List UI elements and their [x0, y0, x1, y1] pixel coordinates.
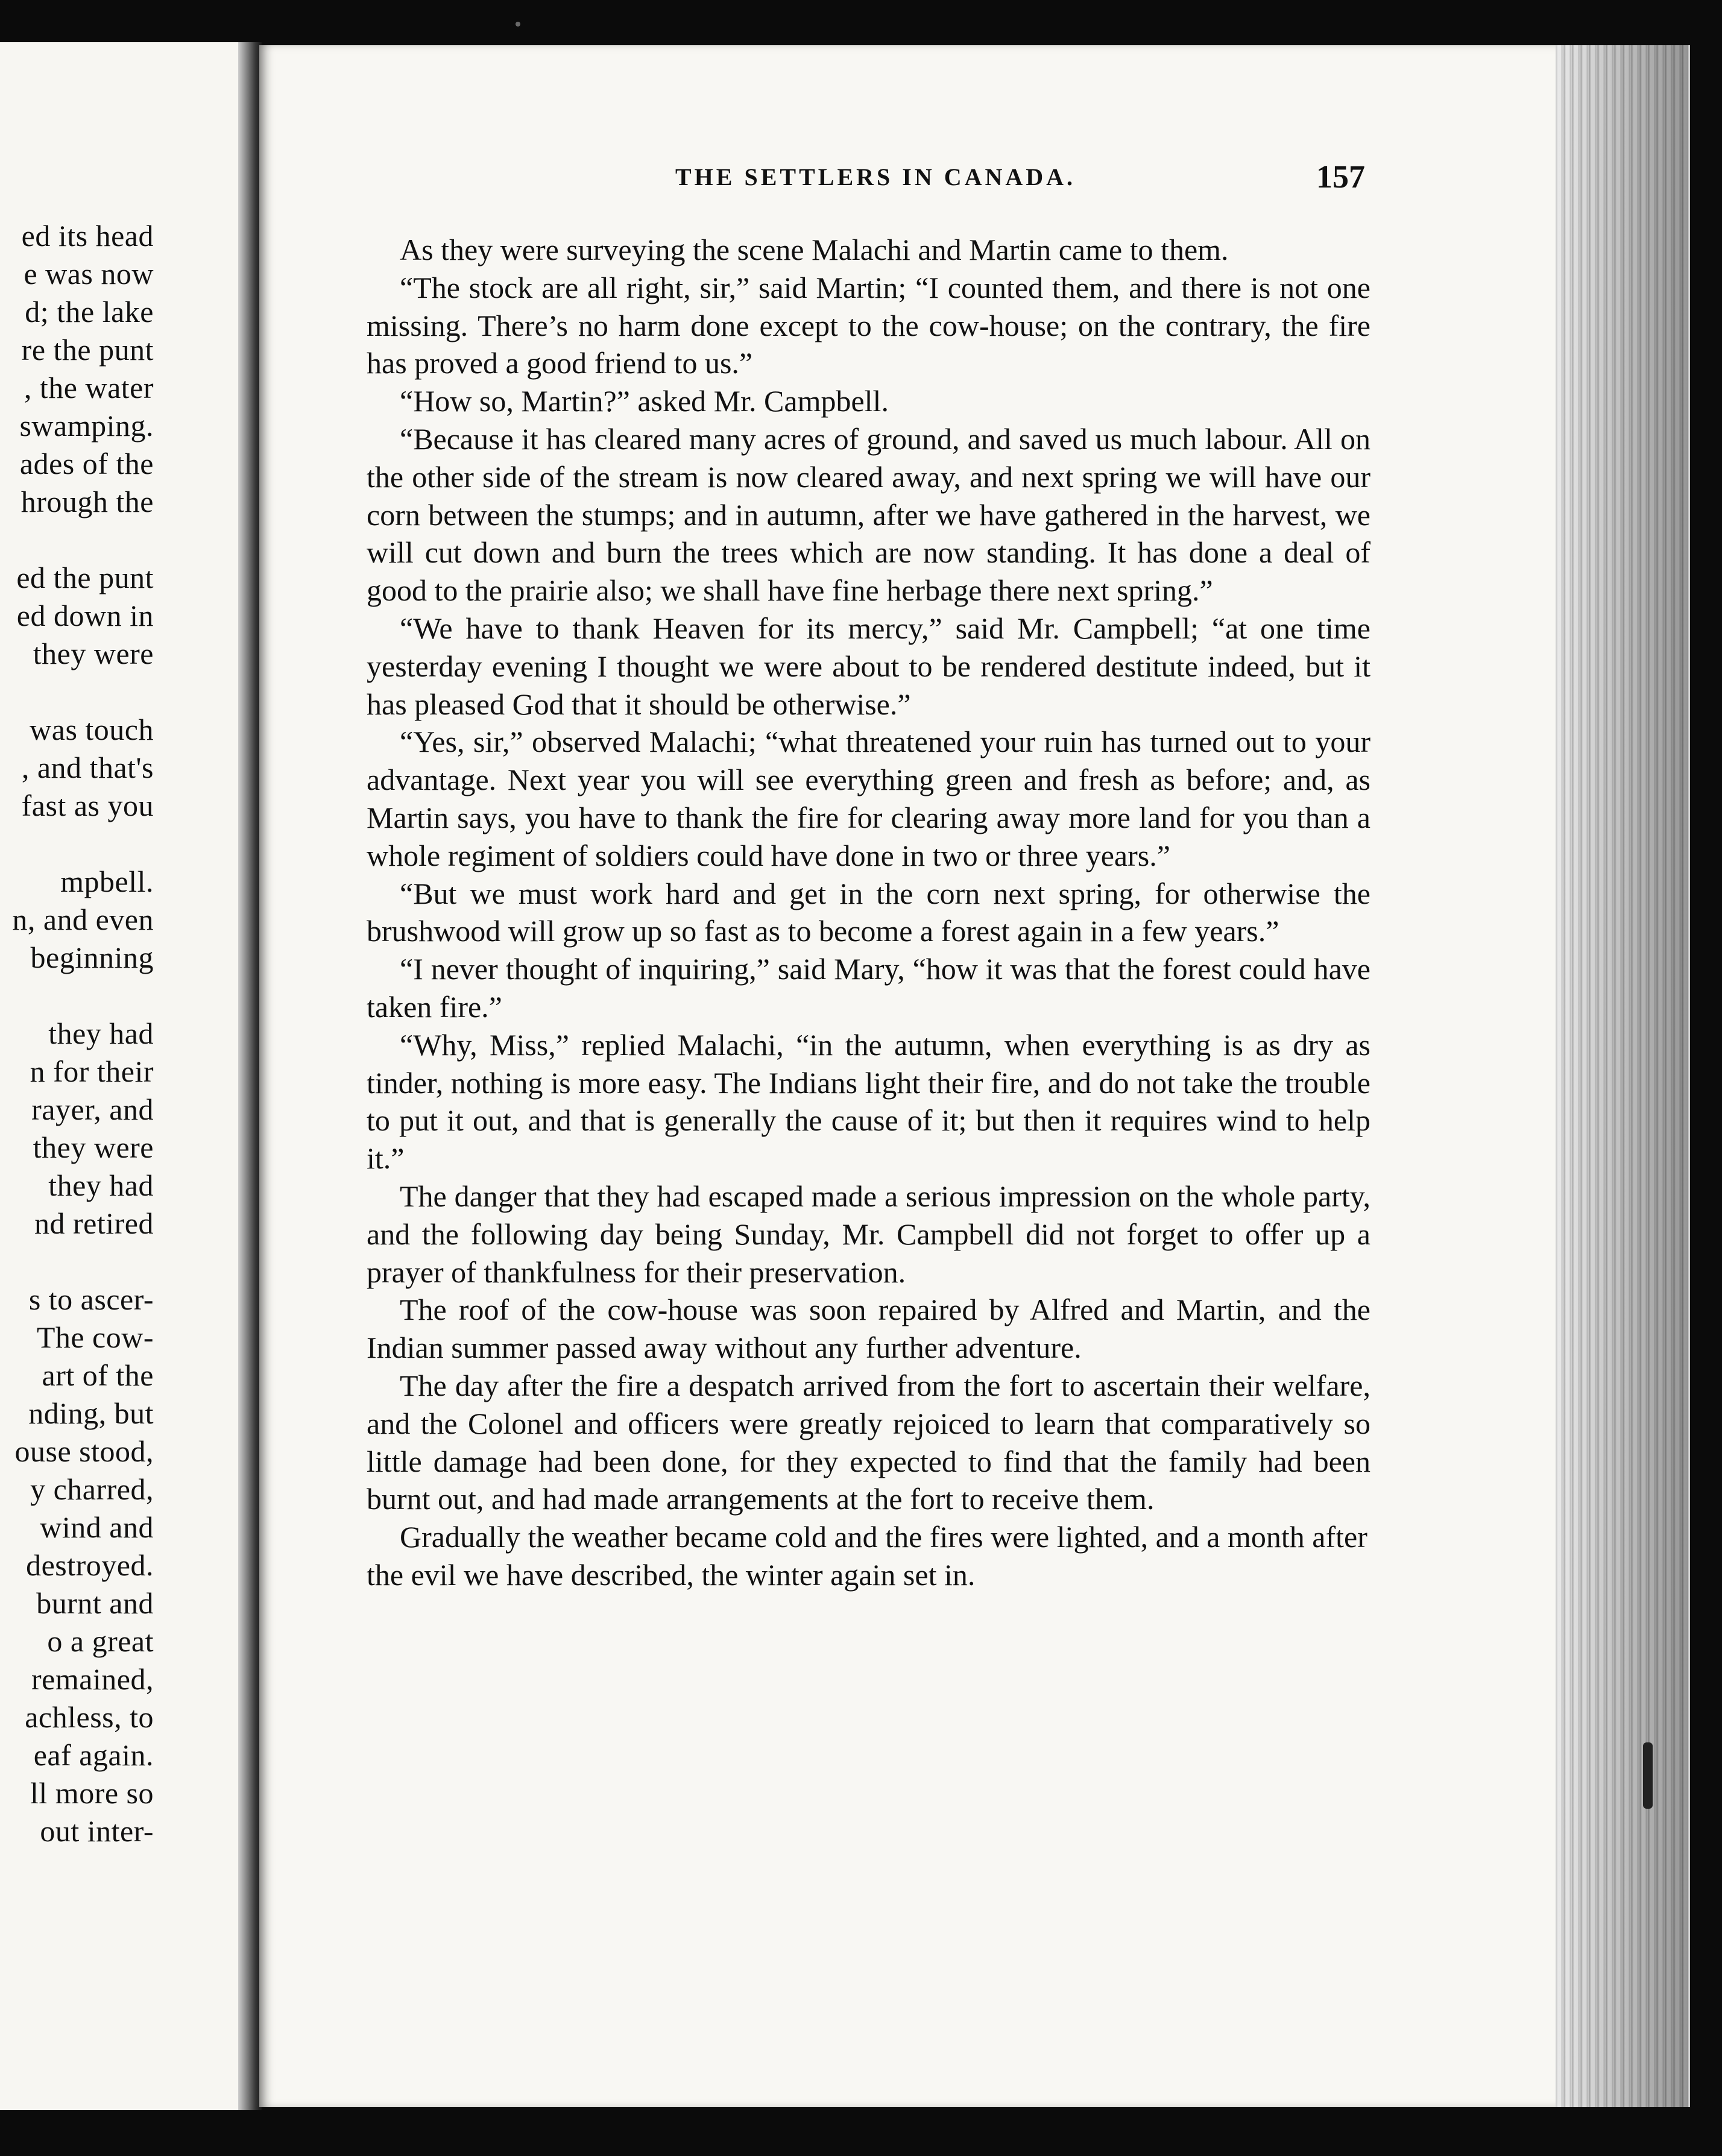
left-page-line: y charred,: [30, 1472, 154, 1506]
left-page-line: [0, 977, 154, 1015]
paragraph: “I never thought of inquiring,” said Mary, “how it was that the forest could have taken fire.”: [367, 952, 1370, 1024]
left-page-line: eaf again.: [33, 1738, 154, 1772]
left-page-line: nd retired: [34, 1206, 154, 1240]
paragraph: “The stock are all right, sir,” said Martin; “I counted them, and there is not one missing. There’s no harm done except to the cow-house; on the contrary, the fire has proved a good friend to us.”: [367, 270, 1370, 380]
left-page-line: s to ascer-: [28, 1282, 154, 1316]
page-number: 157: [1316, 159, 1365, 195]
paragraph: Gradually the weather became cold and the fires were lighted, and a month after the evil we have described, the winter again set in.: [367, 1520, 1367, 1592]
paragraph: “How so, Martin?” asked Mr. Campbell.: [400, 384, 889, 418]
left-page-line: achless, to: [25, 1700, 154, 1734]
left-page-line: they had: [48, 1168, 154, 1202]
book-gutter: [238, 42, 262, 2110]
paragraph: “Yes, sir,” observed Malachi; “what threatened your ruin has turned out to your advantage. Next year you will see everything green and fresh as before; and, as Martin says, you have to thank the fire for clearing away more land for you than a whole regiment of soldiers could have done in two or three years.”: [367, 725, 1370, 872]
left-page-line: ouse stood,: [14, 1434, 154, 1468]
left-page-line: swamping.: [19, 409, 154, 443]
left-page-line: hrough the: [20, 485, 154, 519]
left-facing-page: [0, 42, 254, 2110]
body-text: [367, 231, 1370, 1594]
left-page-line: [0, 521, 154, 559]
left-page-line: was touch: [30, 713, 154, 746]
left-page-line: wind and: [40, 1510, 154, 1544]
left-page-line: [0, 1243, 154, 1281]
dust-speck: [516, 22, 520, 27]
left-page-line: they were: [33, 1130, 154, 1164]
paragraph: The day after the fire a despatch arrived from the fort to ascertain their welfare, and the Colonel and officers were greatly rejoiced to learn that comparatively so little damage had been done, for they expected to find that the family had been burnt out, and had made arrangements at the fort to receive them.: [367, 1368, 1370, 1516]
page-edges-shade: [1556, 45, 1688, 2107]
paragraph: “Why, Miss,” replied Malachi, “in the autumn, when everything is as dry as tinder, nothing is more easy. The Indians light their fire, and do not take the trouble to put it out, and that is generally the cause of it; but then it requires wind to help it.”: [367, 1027, 1370, 1176]
page-edge-mark: [1643, 1742, 1653, 1809]
left-page-line: out inter-: [40, 1814, 154, 1848]
left-page-line: ll more so: [30, 1776, 154, 1810]
paragraph: The danger that they had escaped made a serious impression on the whole party, and the following day being Sunday, Mr. Campbell did not forget to offer up a prayer of thankfulness for their preservation.: [367, 1179, 1370, 1289]
paragraph: “Because it has cleared many acres of ground, and saved us much labour. All on the other side of the stream is now cleared away, and next spring we will have our corn between the stumps; and in autumn, after we have gathered in the harvest, we will cut down and burn the trees which are now standing. It has done a deal of good to the prairie also; we shall have fine herbage there next spring.”: [367, 421, 1370, 608]
running-head: THE SETTLERS IN CANADA.: [675, 163, 1076, 191]
left-page-line: ed its head: [21, 219, 154, 253]
left-page-line: rayer, and: [31, 1092, 154, 1126]
left-page-line: they had: [48, 1017, 154, 1050]
left-page-line: o a great: [47, 1624, 154, 1658]
left-page-line: they were: [33, 637, 154, 670]
left-page-line: art of the: [42, 1358, 154, 1392]
left-page-line: d; the lake: [25, 295, 154, 329]
left-page-line: [0, 673, 154, 711]
left-page-line: burnt and: [36, 1586, 154, 1620]
left-page-line: n for their: [30, 1054, 154, 1088]
left-page-line: e was now: [24, 257, 154, 291]
paragraph: The roof of the cow-house was soon repaired by Alfred and Martin, and the Indian summer passed away without any further adventure.: [367, 1293, 1370, 1365]
left-page-text: [0, 217, 154, 1850]
left-page-line: remained,: [31, 1662, 154, 1696]
left-page-line: ed down in: [16, 599, 154, 632]
left-page-line: , and that's: [21, 751, 154, 784]
paragraph: “We have to thank Heaven for its mercy,” said Mr. Campbell; “at one time yesterday evening I thought we were about to be rendered destitute indeed, but it has pleased God that it should be otherwise.”: [367, 611, 1370, 721]
left-page-line: destroyed.: [26, 1548, 154, 1582]
left-page-line: beginning: [30, 941, 154, 974]
paragraph: As they were surveying the scene Malachi and Martin came to them.: [400, 233, 1229, 266]
left-page-line: re the punt: [21, 333, 154, 367]
left-page-line: ades of the: [19, 447, 154, 481]
left-page-line: fast as you: [21, 789, 154, 822]
left-page-line: ed the punt: [16, 561, 154, 594]
left-page-line: The cow-: [36, 1320, 154, 1354]
left-page-line: nding, but: [28, 1396, 154, 1430]
left-page-line: , the water: [24, 371, 154, 405]
left-page-line: n, and even: [12, 903, 154, 936]
left-page-line: [0, 825, 154, 863]
left-page-line: mpbell.: [60, 865, 154, 898]
paragraph: “But we must work hard and get in the corn next spring, for otherwise the brushwood will grow up so fast as to become a forest again in a few years.”: [367, 876, 1370, 948]
